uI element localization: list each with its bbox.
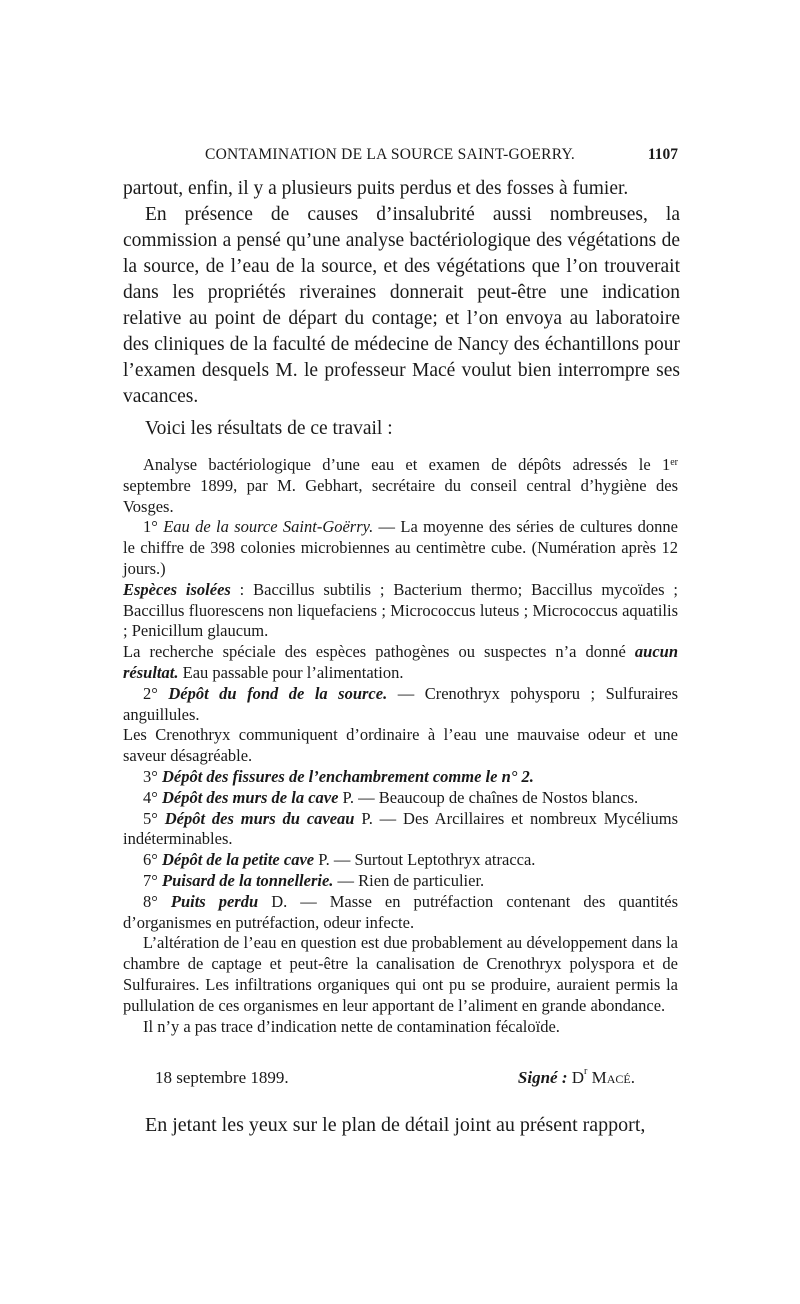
main-text	[123, 176, 680, 442]
signature-line	[155, 1068, 635, 1094]
report-signature: Signé : $D^r$ Macé.	[517, 1066, 635, 1087]
report-no-trace: Il n’y a pas trace d’indication nette de contamination fécaloïde.	[143, 1016, 560, 1036]
lab-report	[123, 455, 678, 1037]
report-item-1: 1° Eau de la source Saint-Goërry. — La moyenne des séries de cultures donne le chiffre de 398 colonies microbiennes au centimètre cube. (Numération après 12 jours.)	[123, 517, 678, 578]
closing-paragraph-start: En jetant les yeux sur le plan de détail joint au présent rapport,	[145, 1114, 646, 1136]
page-number: 1107	[647, 146, 678, 163]
continuation-line: partout, enfin, il y a plusieurs puits perdus et des fosses à fumier.	[123, 178, 629, 199]
report-search: La recherche spéciale des espèces pathogènes ou suspectes n’a donné aucun résultat. Eau passable pour l’alimentation.	[123, 642, 678, 682]
report-item-2: 2° Dépôt du fond de la source. — Crenothryx pohysporu ; Sulfuraires anguillules.	[123, 683, 678, 724]
report-item-7: 7° Puisard de la tonnellerie. — Rien de particulier.	[143, 870, 485, 890]
report-item-3: 3° Dépôt des fissures de l’enchambrement comme le n° 2.	[143, 766, 534, 786]
running-title: CONTAMINATION DE LA SOURCE SAINT-GOERRY.	[205, 146, 576, 163]
report-crenothryx-note: Les Crenothryx communiquent d’ordinaire à l’eau une mauvaise odeur et une saveur désagréable.	[123, 725, 678, 766]
page-header	[205, 146, 678, 170]
report-item-4: 4° Dépôt des murs de la cave P. — Beaucoup de chaînes de Nostos blancs.	[143, 787, 639, 807]
report-species: Espèces isolées : Baccillus subtilis ; Bacterium thermo; Baccillus mycoïdes ; Baccillus fluorescens non liquefaciens ; Micrococcus luteus ; Micrococcus aquatilis ; Penicillum glaucum.	[123, 579, 678, 641]
paragraph-commission: En présence de causes d’insalubrité aussi nombreuses, la commission a pensé qu’une analyse bactériologique des végétations de la source, de l’eau de la source, et des végétations que l’on trouverait dans les propriétés riveraines donnerait peut-être une indication relative au point de départ du contage; et l’on envoya au laboratoire des cliniques de la faculté de médecine de Nancy des échantillons pour l’examen desquels M. le professeur Macé voulut bien interrompre ses vacances.	[123, 204, 680, 407]
report-conclusion: L’altération de l’eau en question est due probablement au développement dans la chambre de captage et peut-être la canalisation de Crenothryx polyspora et de Sulfuraires. Les infiltrations organiques qui ont pu se produire, auraient permis la pullulation de ces organismes en leur apportant de l’aliment en grande abondance.	[123, 933, 678, 1015]
paragraph-results-intro: Voici les résultats de ce travail :	[145, 418, 393, 439]
report-date: 18 septembre 1899.	[155, 1068, 289, 1087]
report-item-5: 5° Dépôt des murs du caveau P. — Des Arcillaires et nombreux Mycéliums indéterminables.	[123, 808, 678, 849]
report-item-8: 8° Puits perdu D. — Masse en putréfaction contenant des quantités d’organismes en putréfaction, odeur infecte.	[123, 891, 678, 932]
report-item-6: 6° Dépôt de la petite cave P. — Surtout Leptothryx atracca.	[143, 850, 536, 870]
report-intro: Analyse bactériologique d’une eau et examen de dépôts adressés le 1er septembre 1899, par M. Gebhart, secrétaire du conseil central d’hygiène des Vosges.	[123, 455, 678, 516]
